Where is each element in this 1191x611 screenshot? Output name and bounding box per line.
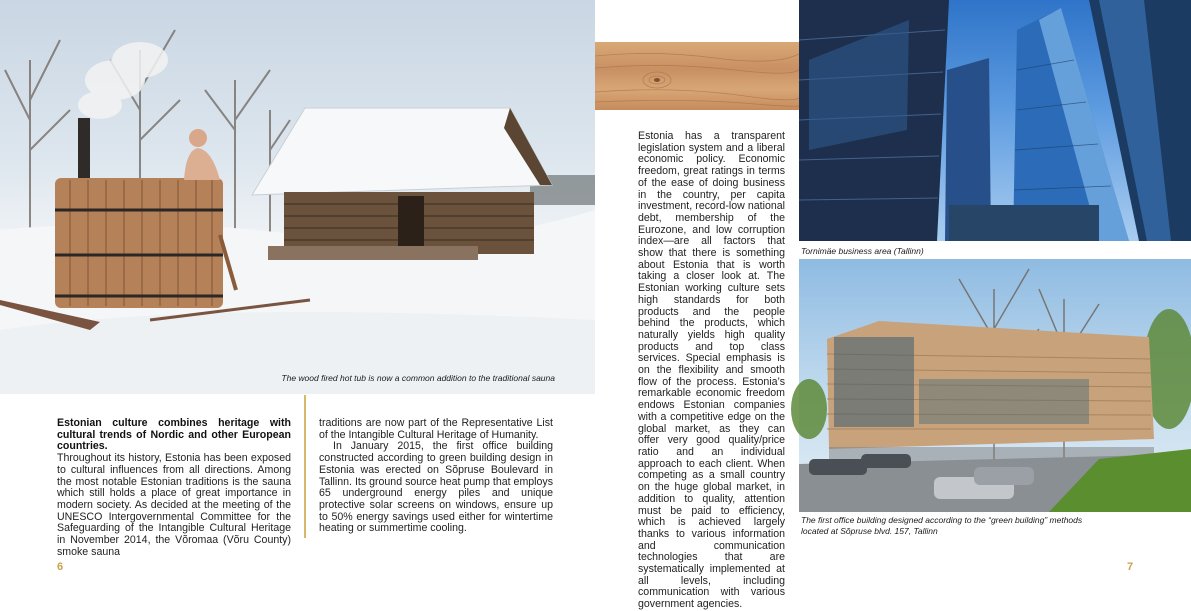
- office-photo-caption: The first office building designed according to the “green building” methods located at Sõpruse blvd. 157, Tallinn: [801, 515, 1083, 536]
- wood-grain-illustration: [595, 42, 799, 110]
- towers-illustration: [799, 0, 1191, 241]
- body-paragraph: Throughout its history, Estonia has been exposed to cultural influences from all directions. Among the most notable Estonian traditions is the sauna which still holds a place of great importance in modern society. As decided at the meeting of the UNESCO Intergovernmental Committee for the Safeguarding of the Intangible Cultural Heritage in November 2014, the Võromaa (Võru County) smoke sauna: [57, 452, 291, 558]
- sauna-photo-caption: The wood fired hot tub is now a common addition to the traditional sauna: [281, 373, 555, 383]
- left-column-1: [57, 418, 291, 558]
- office-building-illustration: [799, 259, 1191, 512]
- column-divider: [304, 395, 306, 538]
- body-paragraph: In January 2015, the first office building constructed according to green building design in Estonia was erected on Sõpruse Boulevard in Tallinn. Its ground source heat pump that employs 65 underground energy piles and unique protective solar screens on windows, ensure up to 50% energy savings used either for wintertime heating or summertime cooling.: [319, 440, 553, 535]
- left-column-2: [319, 418, 553, 535]
- body-paragraph: traditions are now part of the Representative List of the Intangible Cultural Heritage of Humanity.: [319, 417, 553, 441]
- towers-photo-caption: Tornimäe business area (Tallinn): [801, 246, 924, 256]
- right-column: Estonia has a transparent legislation system and a liberal economic policy. Economic freedom, great ratings in terms of the ease of doing business in the country, per capita investment, record-low national debt, membership of the Eurozone, and low corruption index—are all factors that show that there is something about Estonia that is worth taking a closer look at. The Estonian working culture sets high standards for both products and the people behind the products, which naturally yields high quality products and top class services. Special emphasis is on the flexibility and smooth flow of the process. Estonia’s remarkable economic freedom endows Estonian companies with a competitive edge on the global market, as they can offer very good quality/price ratio and an individual approach to each client. When competing as a small country on the huge global market, in addition to quality, attention must be paid to efficiency, which is achieved largely thanks to various information and communication technologies that are systematically implemented at all levels, including communication with various government agencies.: [638, 130, 785, 611]
- wood-texture-image: [595, 42, 799, 110]
- sauna-photo: [0, 0, 595, 394]
- page-number-left: 6: [57, 561, 64, 573]
- sauna-photo-illustration: [0, 0, 595, 394]
- lead-paragraph: Estonian culture combines heritage with cultural trends of Nordic and other European countries.: [57, 417, 291, 453]
- towers-photo: [799, 0, 1191, 241]
- page-number-right: 7: [1127, 561, 1134, 573]
- office-building-photo: [799, 259, 1191, 512]
